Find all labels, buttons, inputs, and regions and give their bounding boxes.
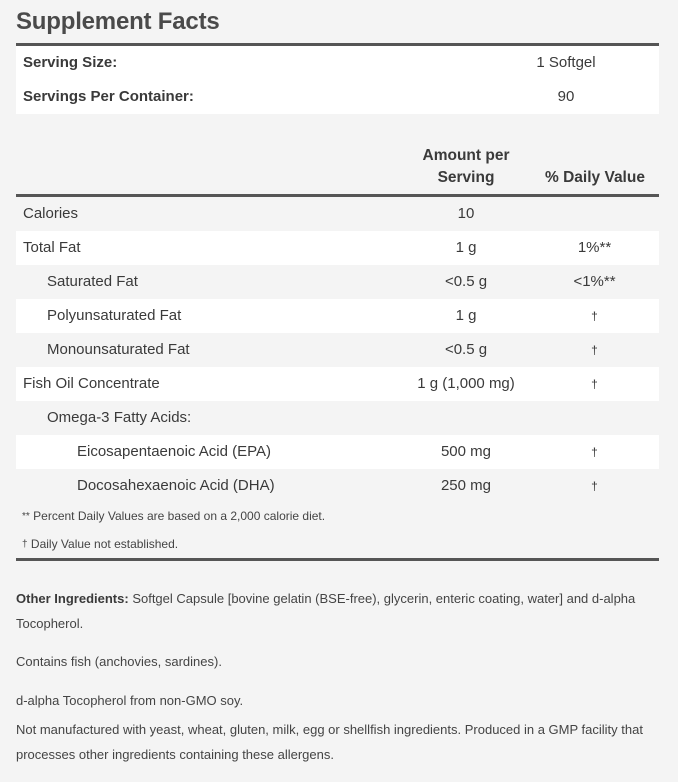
nutrient-amount: 1 g [455, 239, 477, 256]
nutrient-daily-value: † [591, 445, 598, 459]
nutrient-name: Monounsaturated Fat [47, 341, 190, 358]
nutrient-amount: 250 mg [440, 477, 492, 494]
bottom-divider [16, 558, 659, 561]
servings-per-container-value: 90 [557, 88, 575, 105]
nutrient-name: Polyunsaturated Fat [47, 307, 182, 324]
footnote-symbol: ** [22, 511, 30, 522]
manufacturing-note: Not manufactured with yeast, wheat, gluten, milk, egg or shellfish ingredients. Produced in a GMP facility that processes other ingredients containing these allergens. [16, 722, 643, 762]
nutrient-amount: <0.5 g [444, 273, 488, 290]
other-ingredients [16, 586, 666, 636]
nutrient-row-epa [16, 435, 659, 469]
nutrient-amount: <0.5 g [444, 341, 488, 358]
servings-per-container-row [16, 80, 659, 114]
serving-size-label: Serving Size: [23, 54, 118, 71]
nutrient-amount: 1 g (1,000 mg) [417, 375, 515, 392]
daily-value-header: % Daily Value [545, 169, 645, 186]
nutrient-name: Total Fat [23, 239, 81, 256]
serving-size-row [16, 46, 659, 80]
amount-header-line1: Amount per [422, 147, 510, 164]
nutrient-name: Fish Oil Concentrate [23, 375, 160, 392]
nutrient-daily-value: † [591, 479, 598, 493]
servings-per-container-label: Servings Per Container: [23, 88, 194, 105]
nutrient-daily-value: <1%** [573, 273, 616, 290]
footnote-text: Daily Value not established. [30, 537, 179, 551]
nutrient-name: Calories [23, 205, 79, 222]
nutrient-row-fish-oil [16, 367, 659, 401]
nutrient-amount: 1 g [455, 307, 477, 324]
footnote-text: Percent Daily Values are based on a 2,000 calorie diet. [33, 509, 326, 523]
nutrient-name: Eicosapentaenoic Acid (EPA) [77, 443, 271, 460]
nutrient-row-dha [16, 469, 659, 503]
other-ingredients-label: Other Ingredients: [16, 591, 129, 606]
nutrient-name: Docosahexaenoic Acid (DHA) [77, 477, 275, 494]
allergen-note: Contains fish (anchovies, sardines). [16, 654, 222, 669]
nutrient-row-total-fat [16, 231, 659, 265]
nutrient-row-saturated-fat [16, 265, 659, 299]
other-ingredients-text: Softgel Capsule [bovine gelatin (BSE-free), glycerin, enteric coating, water] and d-alpha Tocopherol. [16, 591, 636, 631]
amount-header-line2: Serving [437, 169, 495, 186]
serving-size-value: 1 Softgel [536, 54, 596, 71]
nutrient-daily-value: † [591, 377, 598, 391]
nutrient-row-monounsaturated-fat [16, 333, 659, 367]
nutrient-amount: 10 [457, 205, 475, 222]
nutrient-name: Omega-3 Fatty Acids: [47, 409, 192, 426]
nutrient-name: Saturated Fat [47, 273, 138, 290]
nutrient-row-polyunsaturated-fat [16, 299, 659, 333]
source-note: d-alpha Tocopherol from non-GMO soy. [16, 693, 244, 708]
nutrient-daily-value: † [591, 343, 598, 357]
daily-value-not-established-footnote [22, 537, 178, 551]
nutrient-row-calories [16, 197, 659, 231]
nutrient-amount: 500 mg [440, 443, 492, 460]
amount-per-serving-header [400, 145, 532, 189]
nutrient-daily-value: 1%** [577, 239, 612, 256]
nutrient-row-omega3 [16, 401, 659, 435]
panel-title: Supplement Facts [16, 8, 220, 35]
nutrient-daily-value: † [591, 309, 598, 323]
percent-daily-value-footnote [22, 509, 325, 523]
footnote-symbol: † [22, 539, 28, 550]
